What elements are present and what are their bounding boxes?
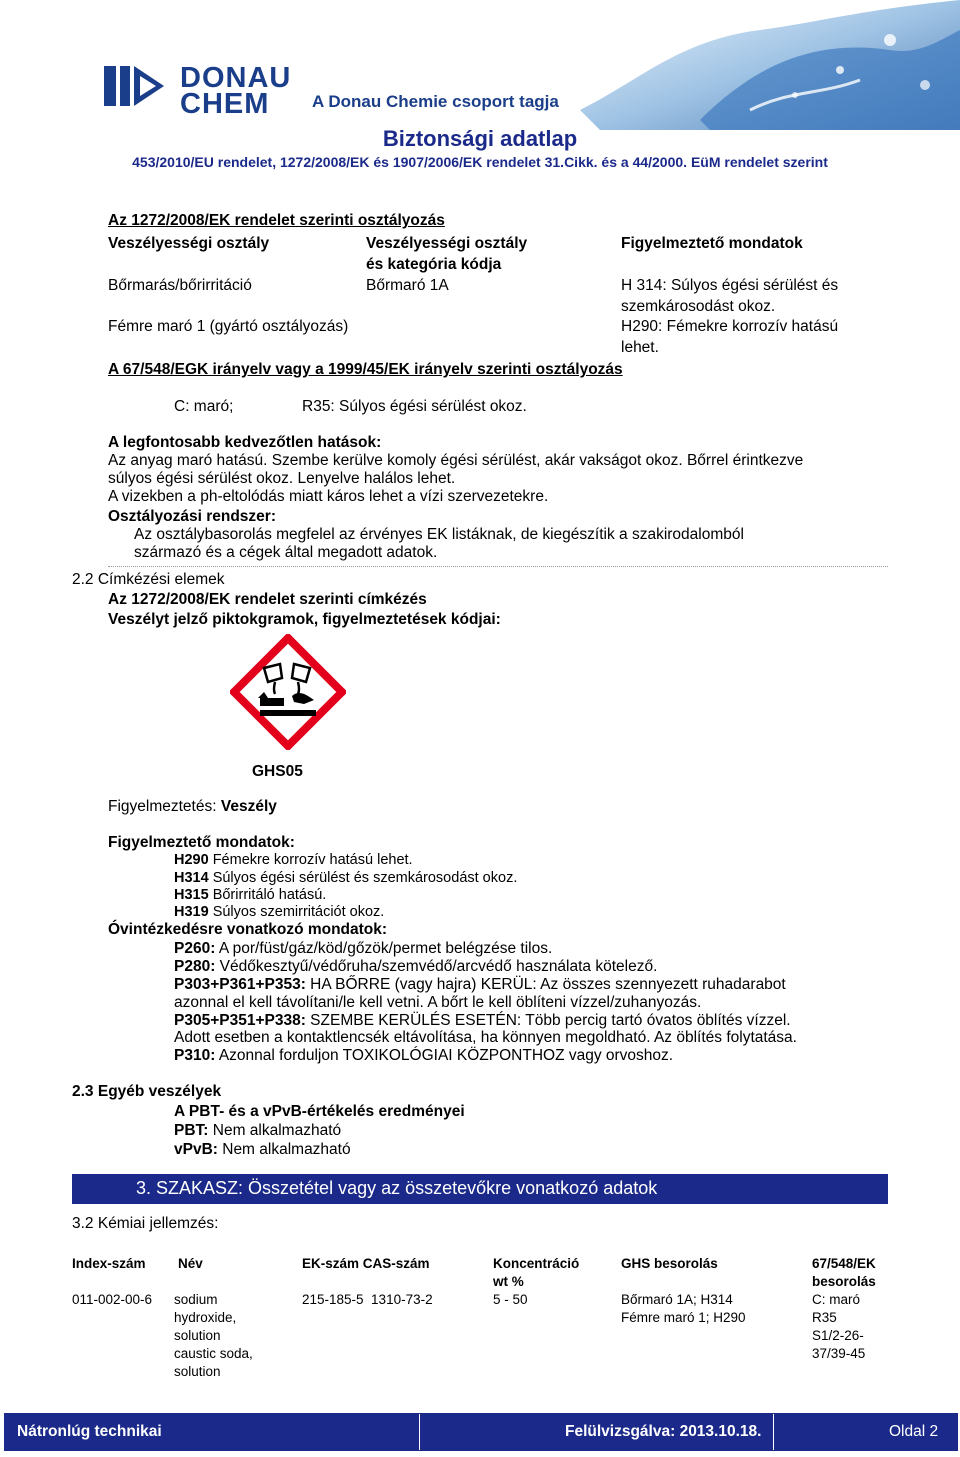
th-index: Index-szám [72,1256,146,1271]
h-code: H319 [174,904,209,920]
p-text: HA BŐRRE (vagy hajra) KERÜL: Az összes szennyezett ruhadarabot [305,976,786,993]
p-code: P310: [174,1047,216,1064]
pbt-label: PBT: [174,1122,209,1139]
td-name: solution [174,1364,221,1379]
page-footer [4,1413,958,1451]
td-ghs: Bőrmaró 1A; H314 [621,1292,733,1307]
row2-statement-2: lehet. [621,339,659,356]
p-text: SZEMBE KERÜLÉS ESETÉN: Több percig tartó óvatos öblítés vízzel. [305,1012,791,1029]
h-code: H315 [174,887,209,903]
p-text: A por/füst/gáz/köd/gőzök/permet belégzése tilos. [215,940,553,957]
td-eec: R35 [812,1310,837,1325]
section-2-2-title: 2.2 Címkézési elemek [72,571,225,588]
td-name: caustic soda, [174,1346,253,1361]
th-conc-unit: wt % [493,1274,524,1289]
ec-phrase: R35: Súlyos égési sérülést okoz. [302,398,527,415]
th-conc: Koncentráció [493,1256,580,1271]
h-statement-row [174,870,517,886]
p-code: P305+P351+P338: [174,1012,306,1029]
row1-class: Bőrmarás/bőrirritáció [108,277,252,294]
td-eec: 37/39-45 [812,1346,866,1361]
footer-revised: Felülvizsgálva: 2013.10.18. [565,1423,762,1440]
row1-statement-2: szemkárosodást okoz. [621,298,776,315]
document-title: Biztonsági adatlap [382,126,578,151]
p303-row [174,976,786,994]
pbt-row [174,1122,341,1140]
donau-chem-logo-mark-icon [104,64,174,110]
td-ec-cas: 215-185-5 1310-73-2 [302,1292,433,1307]
classification-heading: Az 1272/2008/EK rendelet szerinti osztályozás [108,212,445,229]
effects-line-2: súlyos égési sérülést okoz. Lenyelve halálos lehet. [108,470,456,487]
h-text: Súlyos szemirritációt okoz. [208,904,385,920]
footer-divider [773,1414,774,1450]
p-text: Védőkesztyű/védőruha/szemvédő/arcvédő használata kötelező. [215,958,658,975]
td-ghs: Fémre maró 1; H290 [621,1310,746,1325]
p260-row [174,940,552,958]
th-name: Név [178,1256,203,1271]
h-text: Fémekre korrozív hatású lehet. [208,852,413,868]
h-text: Súlyos égési sérülést és szemkárosodást okoz. [208,870,518,886]
td-name: solution [174,1328,221,1343]
logo-text-donau: DONAU [180,62,292,94]
section-2-3-title: 2.3 Egyéb veszélyek [72,1083,222,1100]
th-eec-2: besorolás [812,1274,876,1289]
h-text: Bőrirritáló hatású. [208,887,327,903]
h-code: H314 [174,870,209,886]
th-ec-cas: EK-szám CAS-szám [302,1256,430,1271]
h-statements-heading: Figyelmeztető mondatok: [108,834,295,851]
p-code: P260: [174,940,216,957]
col-hazard-statements: Figyelmeztető mondatok [621,235,803,252]
company-tagline: A Donau Chemie csoport tagja [312,92,559,111]
ghs05-corrosion-icon [230,634,346,750]
vpvb-value: Nem alkalmazható [217,1141,351,1158]
labelling-heading: Az 1272/2008/EK rendelet szerinti címkézés [108,591,427,608]
section-divider [108,566,888,567]
h-statement-row [174,904,384,920]
pbt-value: Nem alkalmazható [208,1122,342,1139]
signal-word-line [108,798,277,816]
pbt-heading: A PBT- és a vPvB-értékelés eredményei [174,1103,465,1120]
logo-text-chem: CHEM [180,88,270,120]
footer-divider [419,1414,420,1450]
th-eec: 67/548/EK [812,1256,876,1271]
h-statement-row [174,887,326,903]
footer-product: Nátronlúg technikai [17,1423,162,1440]
signal-word-label: Figyelmeztetés: [108,798,217,815]
vpvb-label: vPvB: [174,1141,218,1158]
section-3-2-title: 3.2 Kémiai jellemzés: [72,1215,219,1232]
col-hazard-category: Veszélyességi osztály [366,235,528,252]
row1-category: Bőrmaró 1A [366,277,449,294]
td-eec: S1/2-26- [812,1328,864,1343]
effects-heading: A legfontosabb kedvezőtlen hatások: [108,434,382,451]
section-3-title: 3. SZAKASZ: Összetétel vagy az összetevőkre vonatkozó adatok [136,1178,658,1198]
pictogram-code: GHS05 [252,763,303,780]
p-code: P303+P361+P353: [174,976,306,993]
row2-class: Fémre maró 1 (gyártó osztályozás) [108,318,349,335]
td-index: 011-002-00-6 [72,1292,153,1307]
h-code: H290 [174,852,209,868]
row2-statement: H290: Fémekre korrozív hatású [621,318,839,335]
system-line-1: Az osztálybasorolás megfelel az érvényes EK listáknak, de kiegészítik a szakirodalomból [134,526,744,543]
ec-classification-heading: A 67/548/EGK irányelv vagy a 1999/45/EK irányelv szerinti osztályozás [108,361,623,378]
col-hazard-class: Veszélyességi osztály [108,235,270,252]
td-name: hydroxide, [174,1310,237,1325]
document-subtitle: 453/2010/EU rendelet, 1272/2008/EK és 1907/2006/EK rendelet 31.Cikk. és a 44/2000. EüM rendelet szerint [132,154,828,170]
pictogram-heading: Veszélyt jelző piktokgramok, figyelmeztetések kódjai: [108,611,501,628]
ec-code: C: maró; [174,398,234,415]
p-text: Azonnal forduljon TOXIKOLÓGIAI KÖZPONTHOZ vagy orvoshoz. [215,1047,674,1064]
system-line-2: származó és a cégek által megadott adatok. [134,544,438,561]
signal-word: Veszély [220,798,277,815]
p-code: P280: [174,958,216,975]
footer-page: Oldal 2 [889,1423,939,1440]
h-statement-row [174,852,413,868]
p303-row-2: azonnal el kell távolítani/le kell vetni. A bőrt le kell öblíteni vízzel/zuhanyozás. [174,994,702,1011]
col-hazard-category-2: és kategória kódja [366,256,502,273]
p310-row [174,1047,673,1065]
vpvb-row [174,1141,351,1159]
row1-statement: H 314: Súlyos égési sérülést és [621,277,839,294]
system-heading: Osztályozási rendszer: [108,508,276,525]
td-name: sodium [174,1292,218,1307]
p280-row [174,958,657,976]
effects-line-1: Az anyag maró hatású. Szembe kerülve komoly égési sérülést, akár vakságot okoz. Bőrrel érintkezve [108,452,804,469]
th-ghs: GHS besorolás [621,1256,718,1271]
p305-row-2: Adott esetben a kontaktlencsék eltávolítása, ha könnyen megoldható. Az öblítés folytatása. [174,1029,797,1046]
td-conc: 5 - 50 [493,1292,528,1307]
effects-line-3: A vizekben a ph-eltolódás miatt káros lehet a vízi szervezetekre. [108,488,549,505]
p305-row [174,1012,791,1030]
p-statements-heading: Óvintézkedésre vonatkozó mondatok: [108,921,388,938]
td-eec: C: maró [812,1292,861,1307]
water-splash-image [560,0,960,130]
